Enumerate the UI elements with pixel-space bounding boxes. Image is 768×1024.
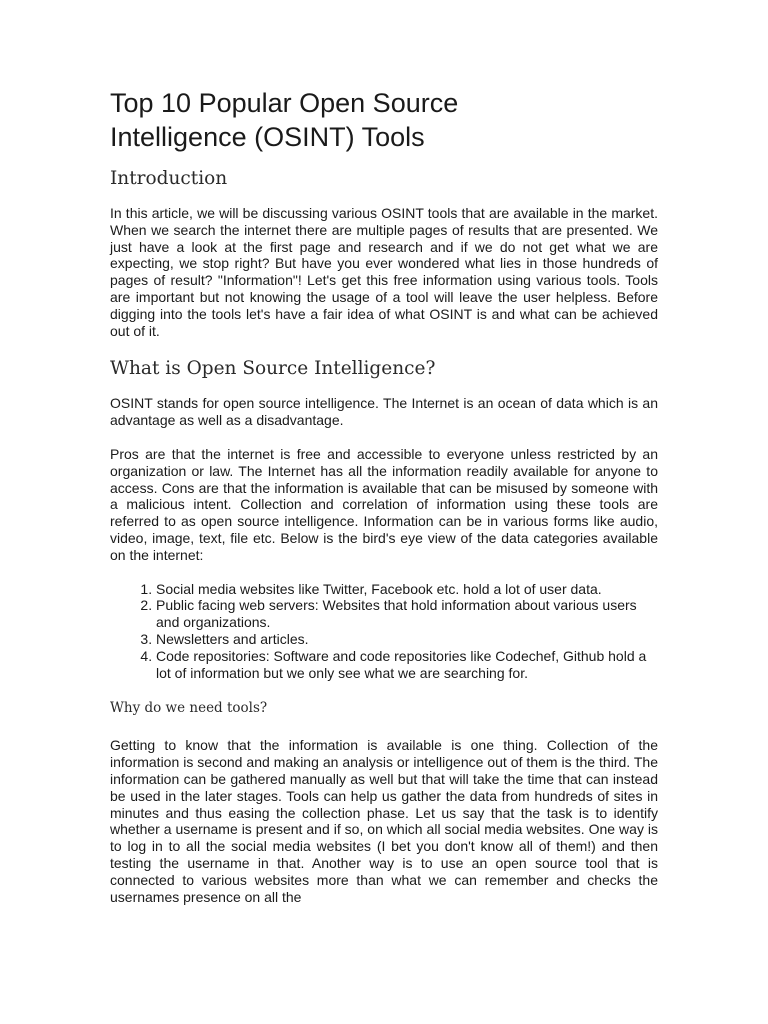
what-is-osint-heading: What is Open Source Intelligence? xyxy=(110,358,436,380)
document-page xyxy=(110,86,658,922)
pros-cons-paragraph: Pros are that the internet is free and accessible to everyone unless restricted by an organization or law. The Internet has all the information readily available for anyone to access. Cons are that the information is available that can be misused by someone with a malicious intent. Collection and correlation of information using these tools are referred to as open source intelligence. Information can be in various forms like audio, video, image, text, file etc. Below is the bird's eye view of the data categories available on the internet: xyxy=(110,445,658,563)
title-line-1: Top 10 Popular Open Source xyxy=(110,88,459,118)
title-line-2: Intelligence (OSINT) Tools xyxy=(110,122,425,152)
document-title xyxy=(110,86,658,154)
list-item: 1. Social media websites like Twitter, Facebook etc. hold a lot of user data. xyxy=(156,581,658,598)
list-item: 3. Newsletters and articles. xyxy=(156,631,658,648)
osint-definition-paragraph: OSINT stands for open source intelligence. The Internet is an ocean of data which is an advantage as well as a disadvantage. xyxy=(110,395,658,429)
why-tools-heading: Why do we need tools? xyxy=(110,700,268,717)
list-item: 4. Code repositories: Software and code repositories like Codechef, Github hold a lot of information but we only see what we are searching for. xyxy=(156,648,658,682)
introduction-heading: Introduction xyxy=(110,168,228,189)
data-categories-list xyxy=(110,581,658,682)
introduction-paragraph: In this article, we will be discussing various OSINT tools that are available in the market. When we search the internet there are multiple pages of results that are presented. We just have a look at the first page and research and if we do not get what we are expecting, we stop right? But have you ever wondered what lies in those hundreds of pages of result? "Information"! Let's get this free information using various tools. Tools are important but not knowing the usage of a tool will leave the user helpless. Before digging into the tools let's have a fair idea of what OSINT is and what can be achieved out of it. xyxy=(110,205,658,339)
why-tools-paragraph: Getting to know that the information is available is one thing. Collection of the information is second and making an analysis or intelligence out of them is the third. The information can be gathered manually as well but that will take the time that can instead be used in the later stages. Tools can help us gather the data from hundreds of sites in minutes and thus easing the collection phase. Let us say that the task is to identify whether a username is present and if so, on which all social media websites. One way is to log in to all the social media websites (I bet you don't know all of them!) and then testing the username in that. Another way is to use an open source tool that is connected to various websites more than what we can remember and checks the usernames presence on all the xyxy=(110,737,658,905)
list-item: 2. Public facing web servers: Websites that hold information about various users and organizations. xyxy=(156,597,658,631)
